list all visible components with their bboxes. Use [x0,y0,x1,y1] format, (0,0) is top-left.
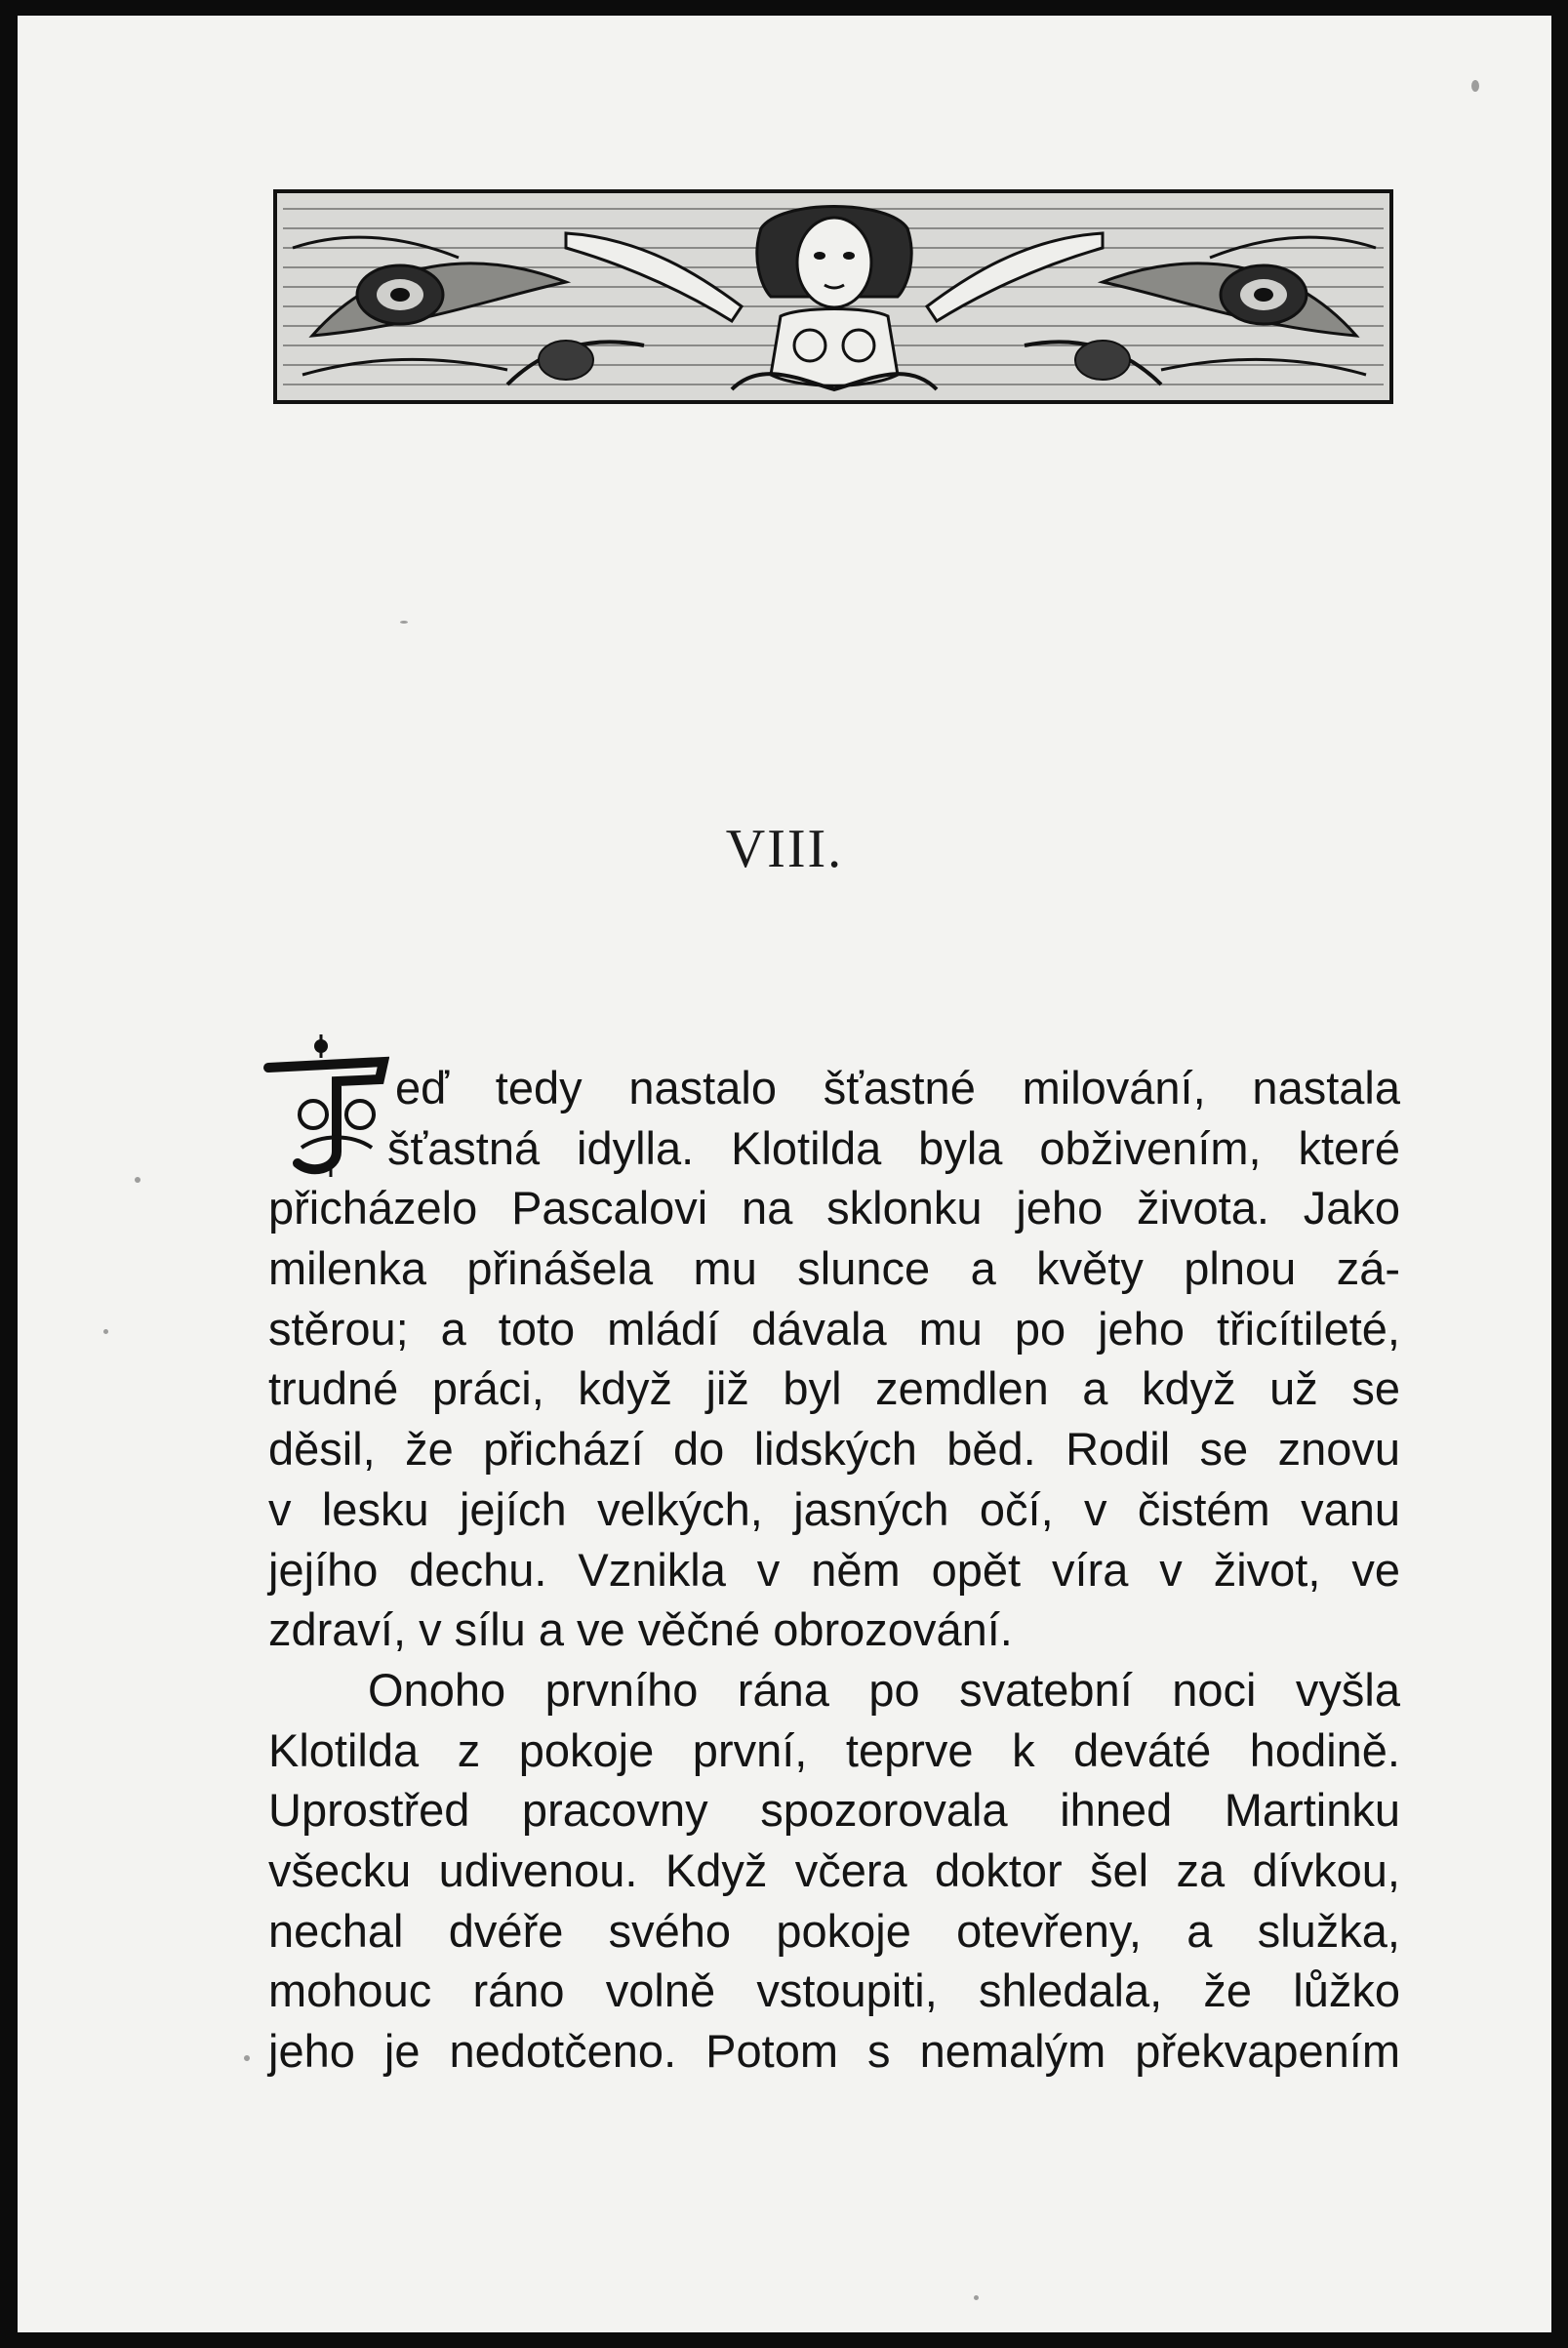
text-line: trudné práci, když již byl zemdlen a když už se [268,1362,1400,1415]
paper-speck [974,2295,979,2300]
text-line: mohouc ráno volně vstoupiti, shledala, že lůžko [268,1964,1400,2017]
text-line: v lesku jejích velkých, jasných očí, v čistém vanu [268,1482,1400,1535]
paper-speck [103,1329,108,1334]
body-text [268,1058,1400,2082]
text-line: stěrou; a toto mládí dávala mu po jeho třicítileté, [268,1302,1400,1355]
text-line: všecku udivenou. Když včera doktor šel za dívkou, [268,1843,1400,1896]
text-line: nechal dvéře svého pokoje otevřeny, a služka, [268,1904,1400,1957]
book-page [18,16,1551,2332]
text-line: zdraví, v sílu a ve věčné obrozování. [268,1603,1013,1656]
text-line: šťastná idylla. Klotilda byla obživením, které [387,1121,1400,1174]
text-line: eď tedy nastalo šťastné milování, nastala [395,1062,1400,1113]
text-line: přicházelo Pascalovi na sklonku jeho života. Jako [268,1182,1400,1235]
text-line: milenka přinášela mu slunce a květy plnou zá- [268,1242,1400,1295]
text-line: Onoho prvního rána po svatební noci vyšla [368,1663,1400,1716]
text-line: jeho je nedotčeno. Potom s nemalým překvapením [268,2025,1400,2077]
paper-speck [244,2055,250,2061]
text-line: Klotilda z pokoje první, teprve k deváté hodině. [268,1723,1400,1776]
decorative-headpiece-icon [273,189,1393,404]
text-line: Uprostřed pracovny spozorovala ihned Martinku [268,1784,1400,1837]
text-line: děsil, že přichází do lidských běd. Rodil se znovu [268,1423,1400,1476]
ornamental-initial-T-icon [262,1032,389,1179]
paper-speck [135,1177,141,1183]
paper-speck [1471,80,1479,92]
paper-speck [400,621,408,624]
chapter-number: VIII. [725,819,844,879]
text-line: jejího dechu. Vznikla v něm opět víra v život, ve [268,1543,1400,1596]
